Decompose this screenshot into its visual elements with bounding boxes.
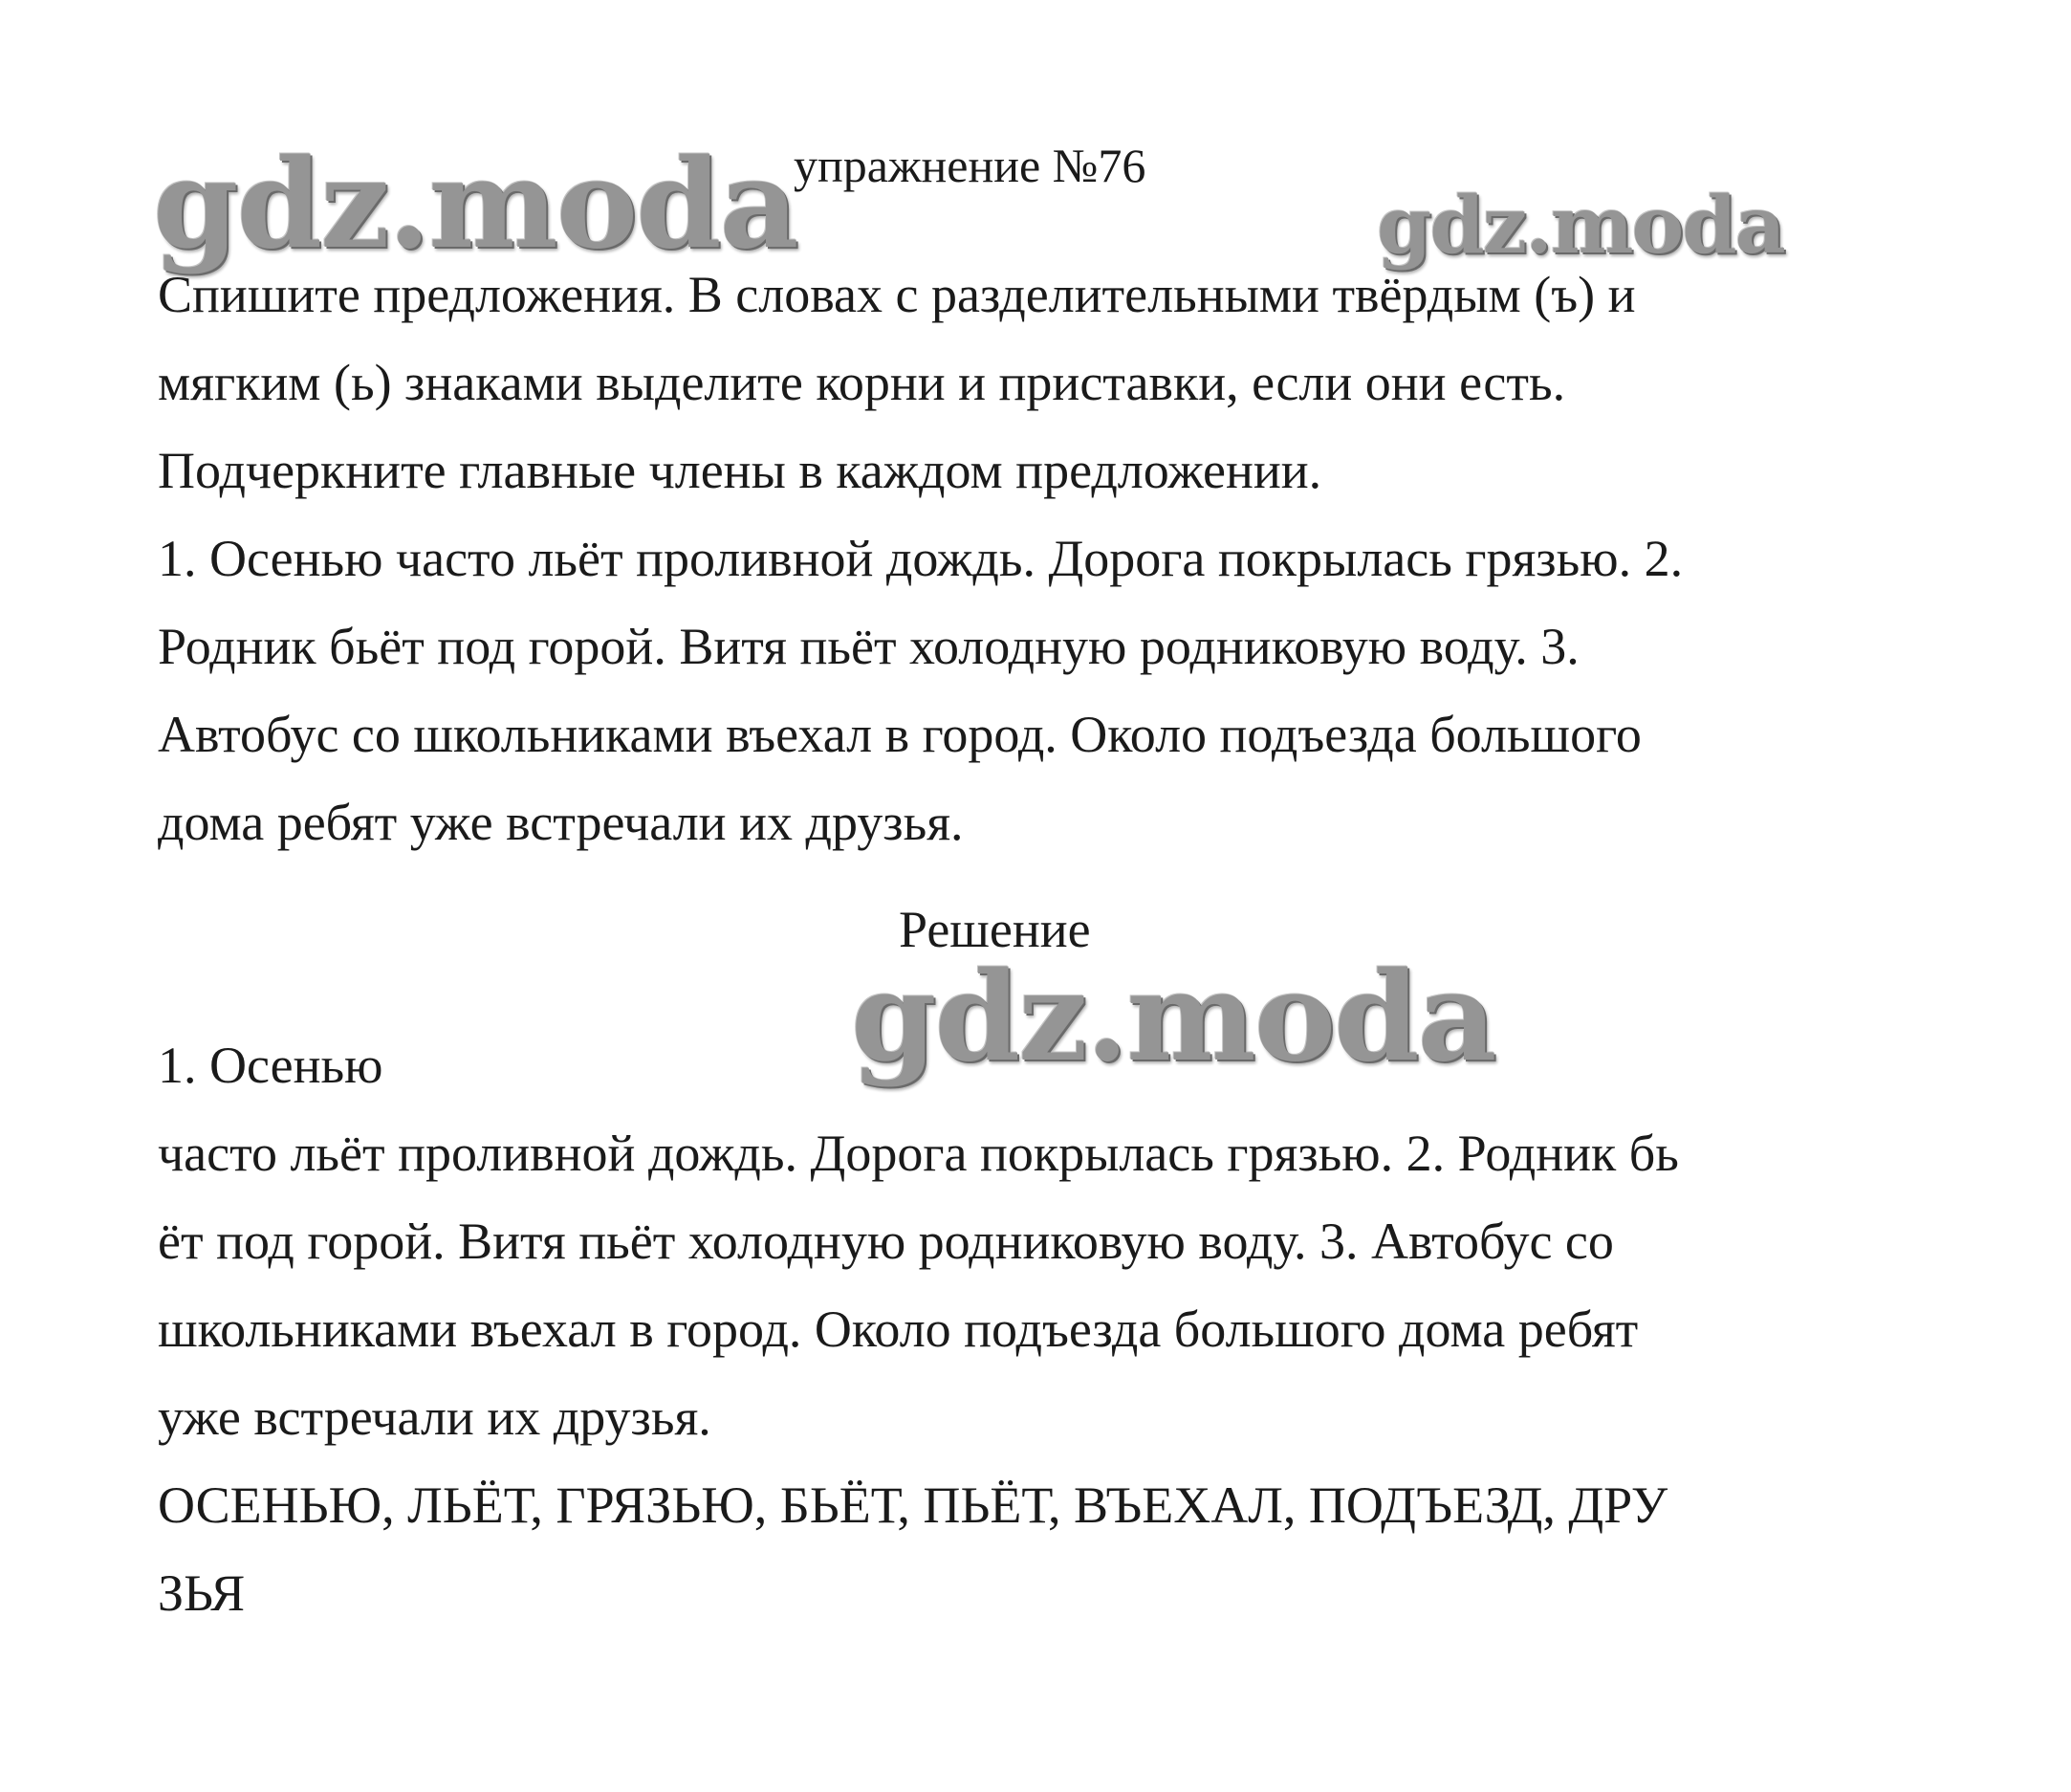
watermark-logo-top-right: gdz.moda (1377, 180, 1784, 272)
task-text (158, 251, 1974, 866)
solution-line: 1. Осенью (158, 1037, 383, 1094)
task-line: Автобус со школьниками въехал в город. Около подъезда большого (158, 706, 1642, 763)
task-line: мягким (ь) знаками выделите корни и приставки, если они есть. (158, 354, 1566, 411)
solution-line: часто льёт проливной дождь. Дорога покрылась грязью. 2. Родник бь (158, 1125, 1679, 1182)
exercise-title: упражнение №76 (794, 139, 1146, 192)
solution-line: уже встречали их друзья. (158, 1388, 711, 1446)
task-line: Подчеркните главные члены в каждом предложении. (158, 442, 1322, 499)
solution-words-line: ОСЕНЬЮ, ЛЬЁТ, ГРЯЗЬЮ, БЬЁТ, ПЬЁТ, ВЪЕХАЛ, ПОДЪЕЗД, ДРУ (158, 1476, 1668, 1534)
watermark-logo-top-left: gdz.moda (153, 133, 797, 276)
solution-first-line (158, 1021, 1974, 1109)
solution-line: школьниками въехал в город. Около подъезда большого дома ребят (158, 1300, 1639, 1358)
watermark-logo-center: gdz.moda (851, 946, 1495, 1089)
solution-title: Решение (899, 901, 1091, 958)
task-line: дома ребят уже встречали их друзья. (158, 794, 964, 851)
solution-line: ёт под горой. Витя пьёт холодную родниковую воду. 3. Автобус со (158, 1213, 1614, 1270)
task-line: Родник бьёт под горой. Витя пьёт холодную родниковую воду. 3. (158, 618, 1580, 675)
task-line: 1. Осенью часто льёт проливной дождь. Дорога покрылась грязью. 2. (158, 530, 1684, 587)
solution-words-line: ЗЬЯ (158, 1564, 246, 1622)
solution-text (158, 1109, 1974, 1637)
task-line: Спишите предложения. В словах с разделительными твёрдым (ъ) и (158, 266, 1636, 323)
